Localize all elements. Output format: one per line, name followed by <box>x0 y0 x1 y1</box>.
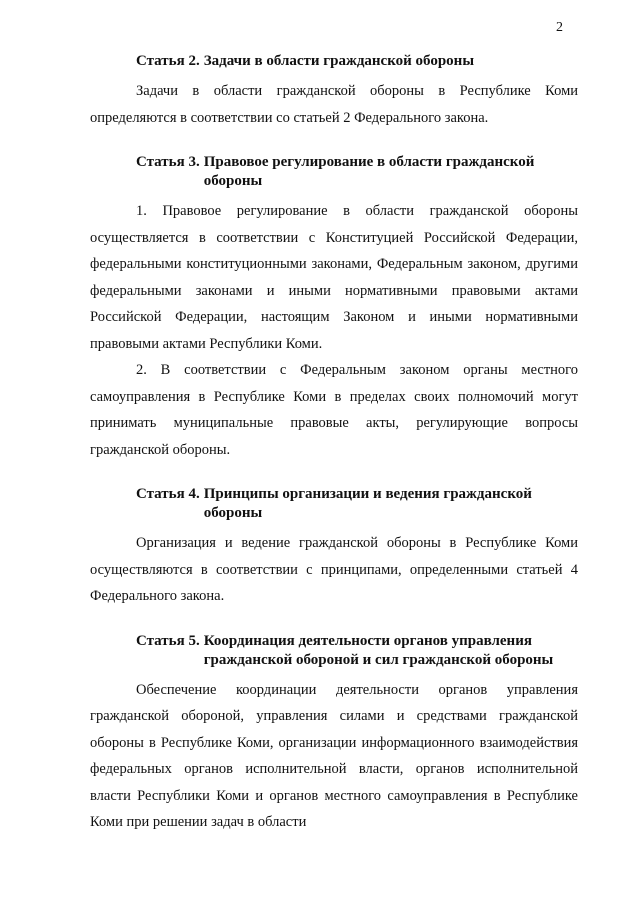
article-heading <box>90 485 578 523</box>
article-title: Координация деятельности органов управления гражданской обороной и сил гражданской обороны <box>203 632 554 668</box>
article-number: Статья 3. <box>136 154 200 170</box>
page-number: 2 <box>556 20 563 35</box>
article-heading <box>90 153 578 191</box>
article-title: Правовое регулирование в области гражданской обороны <box>203 154 535 189</box>
article-paragraph: Организация и ведение гражданской обороны в Республике Коми осуществляются в соответствии с принципами, определенными статьей 4 Федерального закона. <box>90 535 578 604</box>
article-paragraph: Задачи в области гражданской обороны в Республике Коми определяются в соответствии со статьей 2 Федерального закона. <box>90 83 578 126</box>
article-paragraph: 2. В соответствии с Федеральным законом органы местного самоуправления в Республике Коми в пределах своих полномочий могут принимать муниципальные правовые акты, регулирующие вопросы гражданской обороны. <box>90 362 578 458</box>
article-title: Принципы организации и ведения гражданской обороны <box>203 486 532 521</box>
article-5 <box>90 632 578 836</box>
article-paragraph: 1. Правовое регулирование в области гражданской обороны осуществляется в соответствии с Конституцией Российской Федерации, федеральными конституционными законами, Федеральным законом, другими федеральными законами и иными нормативными правовыми актами Российской Федерации, настоящим Законом и иными нормативными правовыми актами Республики Коми. <box>90 203 578 352</box>
article-number: Статья 2. <box>136 53 200 69</box>
article-4 <box>90 485 578 610</box>
article-2 <box>90 52 578 131</box>
article-number: Статья 5. <box>136 632 200 649</box>
document-body <box>90 52 578 836</box>
article-number: Статья 4. <box>136 486 200 502</box>
article-3 <box>90 153 578 463</box>
article-title: Задачи в области гражданской обороны <box>203 53 475 69</box>
article-heading <box>90 52 578 71</box>
article-paragraph: Обеспечение координации деятельности органов управления гражданской обороной, управления силами и средствами гражданской обороны в Республике Коми, организации информационного взаимодействия федеральных органов исполнительной власти, органов исполнительной власти Республики Коми и органов местного самоуправления в Республике Коми при решении задач в области <box>90 681 578 830</box>
article-heading <box>90 632 578 670</box>
